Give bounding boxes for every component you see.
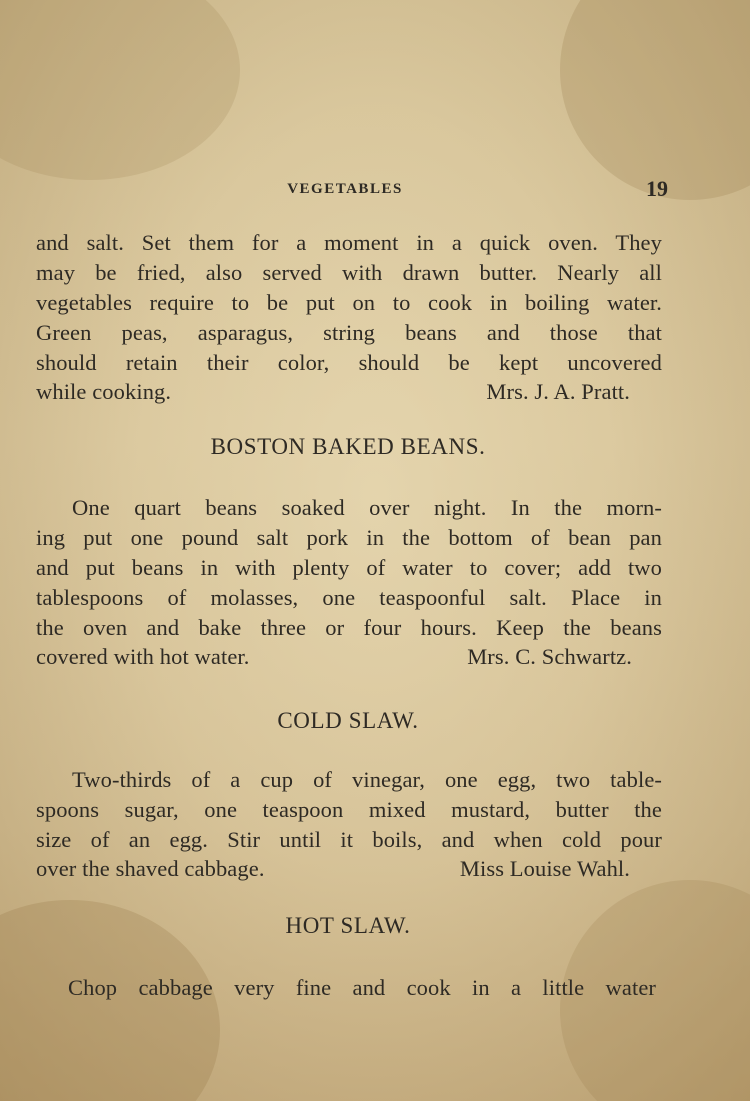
text-line: tablespoons of molasses, one teaspoonful salt. Place in	[36, 585, 662, 610]
recipe-title: COLD SLAW.	[277, 708, 419, 733]
text-line: and put beans in with plenty of water to cover; add two	[36, 555, 662, 580]
text-line: spoons sugar, one teaspoon mixed mustard, butter the	[36, 797, 662, 822]
recipe-signature: Mrs. J. A. Pratt.	[486, 379, 630, 404]
recipe-title: BOSTON BAKED BEANS.	[210, 434, 486, 459]
text-line: Green peas, asparagus, string beans and those that	[36, 320, 662, 345]
page-number: 19	[646, 176, 668, 201]
text-line: vegetables require to be put on to cook in boiling water.	[36, 290, 662, 315]
text-line: Two-thirds of a cup of vinegar, one egg, two table-	[72, 767, 662, 792]
recipe-title: HOT SLAW.	[285, 913, 411, 938]
text-line: and salt. Set them for a moment in a quick oven. They	[36, 230, 662, 255]
recipe-signature: Miss Louise Wahl.	[459, 856, 630, 881]
text-line: ing put one pound salt pork in the bottom of bean pan	[36, 525, 662, 550]
text-line: size of an egg. Stir until it boils, and when cold pour	[36, 827, 662, 852]
text-line: One quart beans soaked over night. In the morn-	[72, 495, 662, 520]
age-stain	[560, 0, 750, 200]
text-line: while cooking.	[36, 379, 172, 404]
age-stain	[0, 0, 240, 180]
text-line: the oven and bake three or four hours. Keep the beans	[36, 615, 662, 640]
text-line: covered with hot water.	[36, 644, 250, 669]
text-line: over the shaved cabbage.	[36, 856, 265, 881]
text-line: may be fried, also served with drawn butter. Nearly all	[36, 260, 662, 285]
running-header: VEGETABLES	[287, 181, 403, 197]
text-line: should retain their color, should be kept uncovered	[36, 350, 662, 375]
text-line: Chop cabbage very fine and cook in a little water	[68, 975, 656, 1000]
recipe-signature: Mrs. C. Schwartz.	[467, 644, 632, 669]
